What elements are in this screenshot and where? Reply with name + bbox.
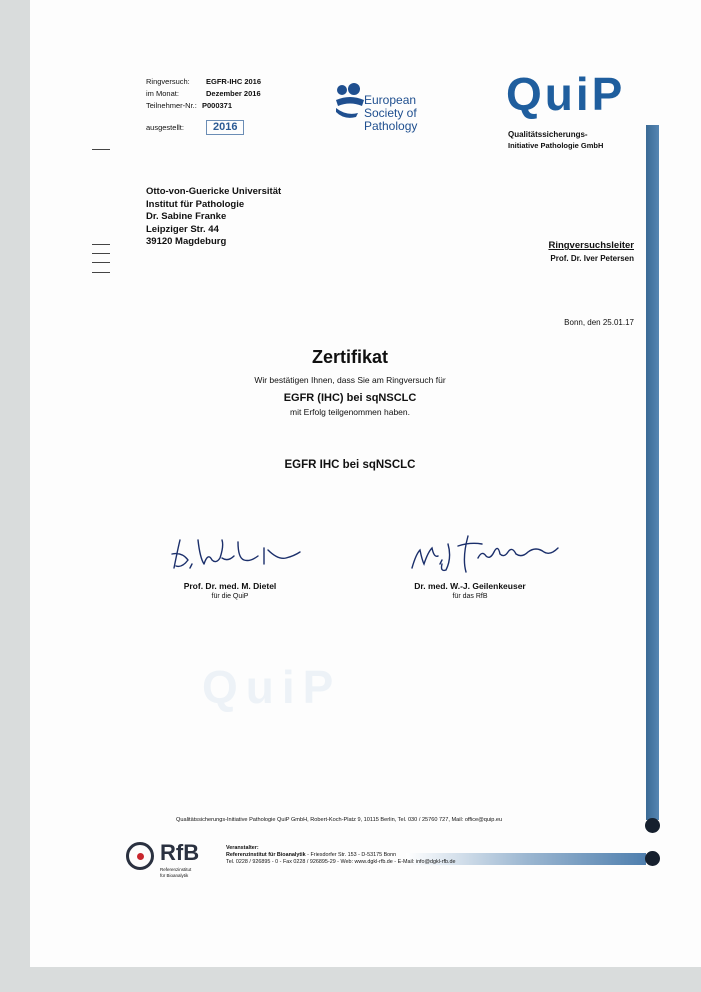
monat-label: im Monat: [146,89,179,98]
signature-right-name: Dr. med. W.-J. Geilenkeuser [414,581,526,591]
punch-mark [92,262,110,263]
certificate-subject: EGFR (IHC) bei sqNSCLC [283,392,417,404]
recipient-line1: Otto-von-Guericke Universität [146,186,282,197]
punch-mark [92,244,110,245]
esp-line3: Pathology [364,119,418,133]
rfb-sub1: Referenzinstitut [160,867,192,872]
signature-left-role: für die QuiP [211,593,249,600]
esp-emblem-icon [332,80,368,120]
rfb-logo [126,840,218,882]
certificate-page [30,0,701,967]
rfb-sub2: für Bioanalytik [160,873,189,878]
footer-address: Qualitätssicherungs-Initiative Pathologie QuiP GmbH, Robert-Koch-Platz 9, 10115 Berlin, Tel. 030 / 25760 727, Mail: office@quip.eu [176,817,503,823]
bullet-dot-icon [645,851,660,866]
ringversuch-label: Ringversuch: [146,77,190,86]
header-meta [146,76,306,140]
veranstalter-contact: Tel. 0228 / 926895 - 0 - Fax 0228 / 926895-29 - Web: www.dgkl-rfb.de - E-Mail: info@dgkl-rfb.de [226,859,456,865]
quip-logo [504,68,654,158]
quip-sub2: Initiative Pathologie GmbH [508,141,604,150]
veranstalter-addr: - Friesdorfer Str. 153 - D-53175 Bonn [305,852,397,858]
teilnehmer-value: P000371 [202,101,233,110]
veranstalter-row [226,852,616,859]
monat-value: Dezember 2016 [206,89,261,98]
rfb-wordmark: RfB [160,840,200,865]
recipient-line3: Dr. Sabine Franke [146,211,227,222]
certificate-outro: mit Erfolg teilgenommen haben. [289,407,410,417]
signature-left [160,581,300,600]
rfb-ring-icon [126,842,154,870]
signature-right [390,581,550,600]
certificate-intro: Wir bestätigen Ihnen, dass Sie am Ringversuch für [254,375,446,385]
esp-text [364,94,417,133]
signature-right-image [408,528,568,578]
bullet-dot-icon [645,818,660,833]
esp-logo [332,80,442,140]
recipient-address [146,186,386,249]
veranstalter-name: Referenzinstitut für Bioanalytik [226,852,306,858]
signature-left-image [168,530,318,580]
punch-mark [92,253,110,254]
punch-mark [92,272,110,273]
recipient-line2: Institut für Pathologie [146,198,245,210]
signature-right-role: für das RfB [452,593,488,600]
esp-line1: European [364,93,417,107]
signature-left-name: Prof. Dr. med. M. Dietel [183,581,277,591]
decorative-bar [646,125,659,820]
quip-watermark: QuiP [202,661,342,713]
leader-title: Ringversuchsleiter [548,240,634,251]
fold-mark [92,149,110,150]
ausgestellt-value: 2016 [206,120,244,135]
veranstalter-block [226,845,616,866]
quip-wordmark: QuiP [506,68,626,120]
leader-name: Prof. Dr. Iver Petersen [550,254,634,263]
certificate-body [170,346,530,471]
ausgestellt-label: ausgestellt: [146,123,184,132]
esp-line2: Society of [364,106,417,120]
quip-sub1: Qualitätssicherungs- [508,130,588,139]
veranstalter-label: Veranstalter: [226,845,259,851]
certificate-title: Zertifikat [311,347,389,367]
certificate-subject2: EGFR IHC bei sqNSCLC [284,459,416,471]
teilnehmer-label: Teilnehmer-Nr.: [146,101,197,110]
leader-block [500,240,634,263]
date-line: Bonn, den 25.01.17 [564,318,634,327]
ringversuch-value: EGFR-IHC 2016 [206,77,262,86]
recipient-line4: Leipziger Str. 44 [146,223,219,235]
recipient-line5: 39120 Magdeburg [146,236,227,247]
